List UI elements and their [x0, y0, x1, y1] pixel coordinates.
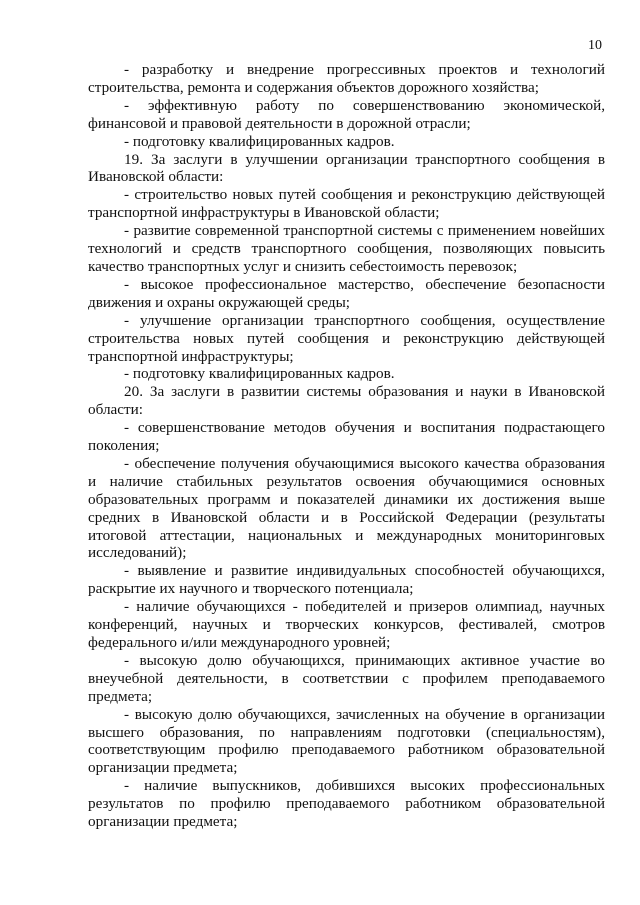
paragraph: - разработку и внедрение прогрессивных проектов и технологий строительства, ремонта и содержания объектов дорожного хозяйства; [88, 61, 605, 96]
paragraph: 20. За заслуги в развитии системы образования и науки в Ивановской области: [88, 383, 605, 419]
paragraph: - высокую долю обучающихся, принимающих активное участие во внеучебной деятельности, в соответствии с профилем преподаваемого предмета; [88, 651, 605, 705]
paragraph: - строительство новых путей сообщения и реконструкцию действующей транспортной инфраструктуры в Ивановской области; [88, 186, 605, 222]
paragraph: - наличие выпускников, добившихся высоких профессиональных результатов по профилю преподаваемого работником образовательной организации предмета; [88, 777, 605, 831]
paragraph: - высокое профессиональное мастерство, обеспечение безопасности движения и охраны окружающей среды; [88, 275, 605, 311]
paragraph: - развитие современной транспортной системы с применением новейших технологий и средств транспортного сообщения, позволяющих повысить качество транспортных услуг и снизить себестоимость перевозок; [88, 222, 605, 275]
paragraph: - подготовку квалифицированных кадров. [124, 365, 395, 383]
paragraph: - улучшение организации транспортного сообщения, осуществление строительства новых путей сообщения и реконструкцию действующей транспортной инфраструктуры; [88, 311, 605, 365]
paragraph: 19. За заслуги в улучшении организации транспортного сообщения в Ивановской области: [88, 150, 605, 186]
paragraph: - наличие обучающихся - победителей и призеров олимпиад, научных конференций, научных и творческих конкурсов, фестивалей, смотров федерального и/или международного уровней; [88, 598, 605, 651]
document-body [88, 61, 605, 831]
paragraph: - совершенствование методов обучения и воспитания подрастающего поколения; [88, 419, 605, 455]
paragraph: - обеспечение получения обучающимися высокого качества образования и наличие стабильных результатов освоения обучающимися основных образовательных программ и показателей динамики их достижения выше средних в Ивановской области и в Российской Федерации (результаты итоговой аттестации, национальных и международных мониторинговых исследований); [88, 454, 605, 562]
page-number: 10 [588, 38, 602, 53]
paragraph: - высокую долю обучающихся, зачисленных на обучение в организации высшего образования, по направлениям подготовки (специальностям), соответствующим профилю преподаваемого работником образовательной организации предмета; [88, 705, 605, 777]
paragraph: - подготовку квалифицированных кадров. [124, 132, 395, 150]
paragraph: - выявление и развитие индивидуальных способностей обучающихся, раскрытие их научного и творческого потенциала; [88, 562, 605, 598]
paragraph: - эффективную работу по совершенствованию экономической, финансовой и правовой деятельности в дорожной отрасли; [88, 96, 605, 132]
